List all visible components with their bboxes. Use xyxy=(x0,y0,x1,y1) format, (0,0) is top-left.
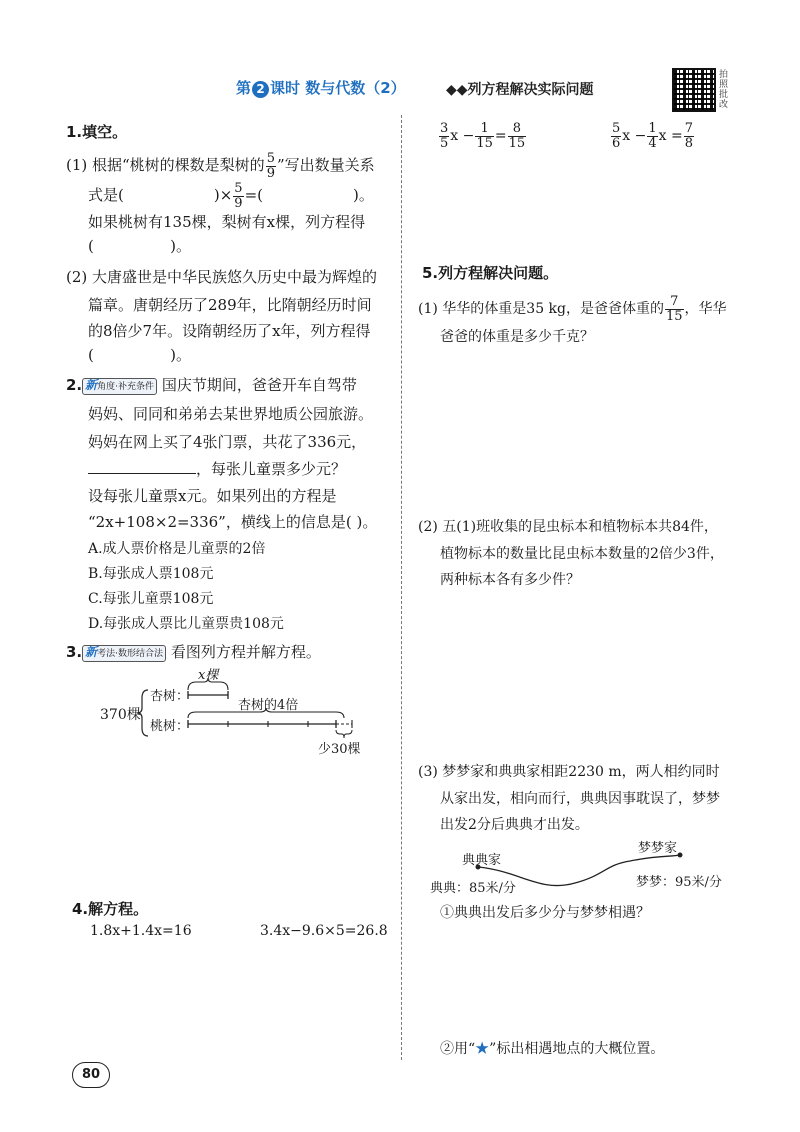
q3-row1-label: 杏树： xyxy=(150,689,190,704)
q4-title: 4.解方程。 xyxy=(72,900,149,918)
q2-line1: 2. 新角度·补充条件 国庆节期间，爸爸开车自驾带 xyxy=(66,376,357,394)
q5-p2-line1: (2) 五(1)班收集的昆虫标本和植物标本共84件， xyxy=(418,519,718,535)
q1-p1-answer[interactable]: ( )。 xyxy=(88,237,191,255)
q3-less-label: 少30棵 xyxy=(318,742,361,757)
q1-p2-line2: 篇章。唐朝经历了289年，比隋朝经历时间 xyxy=(88,296,372,314)
q2-option-d[interactable]: D.每张成人票比儿童票贵108元 xyxy=(88,616,284,632)
q3-x-label: x棵 xyxy=(198,668,219,683)
q3-diagram xyxy=(100,668,370,758)
q1-p2-line3: 的8倍少7年。设隋朝经历了x年，列方程得 xyxy=(88,322,371,340)
diamond-icon: ◆◆ xyxy=(446,82,468,98)
star-icon: ★ xyxy=(475,1041,490,1057)
q1-title: 1.填空。 xyxy=(66,123,128,141)
lesson-header xyxy=(236,77,406,98)
q5-p3-sub2: ②用“★”标出相遇地点的大概位置。 xyxy=(440,1041,665,1057)
q5-p3-line3: 出发2分后典典才出发。 xyxy=(440,817,589,833)
qr-label: 拍照批改 xyxy=(719,70,729,110)
q1-p2-line1: (2) 大唐盛世是中华民族悠久历史中最为辉煌的 xyxy=(66,268,378,286)
q2-tag: 新角度·补充条件 xyxy=(82,378,157,395)
q4-eq2: 3.4x−9.6×5=26.8 xyxy=(260,923,388,939)
q5-p3-line2: 从家出发，相向而行，典典因事耽误了，梦梦 xyxy=(440,791,720,807)
home-left-label: 典典家 xyxy=(462,853,502,868)
q4-eq4: $\frac{5}{6}$ x − $\frac{1}{4}$ x = $\frac{7}{8}$ xyxy=(612,121,693,151)
qr-code[interactable] xyxy=(672,68,716,112)
topic-header: ◆◆列方程解决实际问题 xyxy=(446,82,594,98)
lesson-title: 课时 数与代数（2） xyxy=(270,79,406,97)
q5-title: 5.列方程解决问题。 xyxy=(422,264,559,282)
lesson-prefix: 第 xyxy=(236,79,252,97)
speed-left-label: 典典：85米/分 xyxy=(430,881,516,896)
q2-option-b[interactable]: B.每张成人票108元 xyxy=(88,566,214,582)
q2-line4: ，每张儿童票多少元？ xyxy=(88,458,346,479)
q1-p1-line3: 如果桃树有135棵，梨树有x棵，列方程得 xyxy=(88,213,366,231)
q5-p3-line1: (3) 梦梦家和典典家相距2230 m，两人相约同时 xyxy=(418,764,720,780)
q5-p2-line3: 两种标本各有多少件？ xyxy=(440,572,580,588)
q4-eq3: $\frac{3}{5}$ x − $\frac{1}{15}$ = $\frac{8}{15}$ xyxy=(440,121,526,151)
home-right-label: 梦梦家 xyxy=(638,841,678,856)
page-number: 80 xyxy=(72,1062,110,1088)
q5-route-diagram xyxy=(430,835,740,900)
q1-p2-answer[interactable]: ( )。 xyxy=(88,346,191,364)
q2-line6[interactable]: “2x+108×2=336”，横线上的信息是( )。 xyxy=(88,513,378,531)
q5-p3-sub1: ①典典出发后多少分与梦梦相遇？ xyxy=(440,905,650,921)
q2-option-c[interactable]: C.每张儿童票108元 xyxy=(88,591,214,607)
q2-line2: 妈妈、同同和弟弟去某世界地质公园旅游。 xyxy=(88,405,374,423)
q2-line5: 设每张儿童票x元。如果列出的方程是 xyxy=(88,487,337,505)
q3-total-label: 370棵 xyxy=(100,707,141,723)
q3-4x-label: 杏树的4倍 xyxy=(238,698,299,713)
q2-blank-line[interactable] xyxy=(88,460,196,474)
speed-right-label: 梦梦：95米/分 xyxy=(636,875,722,890)
q5-p1-line2: 爸爸的体重是多少千克？ xyxy=(440,329,594,345)
lesson-number-badge: 2 xyxy=(252,81,269,98)
q2-option-a[interactable]: A.成人票价格是儿童票的2倍 xyxy=(88,541,266,557)
q1-p1-line1: (1) 根据“桃树的棵数是梨树的 $\frac{5}{9}$ ”写出数量关系 xyxy=(66,151,375,181)
q4-eq1: 1.8x+1.4x=16 xyxy=(90,923,192,939)
q5-p1-line1: (1) 华华的体重是35 kg，是爸爸体重的 $\frac{7}{15}$ ，华华 xyxy=(418,294,727,324)
q2-line3: 妈妈在网上买了4张门票，共花了336元， xyxy=(88,433,367,451)
column-divider xyxy=(401,115,402,1060)
q3-line1: 3. 新考法·数形结合法 看图列方程并解方程。 xyxy=(66,643,321,661)
q5-p2-line2: 植物标本的数量比昆虫标本数量的2倍少3件， xyxy=(440,546,724,562)
q3-tag: 新考法·数形结合法 xyxy=(82,645,166,662)
q1-p1-line2: 式是( )× $\frac{5}{9}$ =( )。 xyxy=(88,181,374,211)
q3-row2-label: 桃树： xyxy=(150,719,190,734)
